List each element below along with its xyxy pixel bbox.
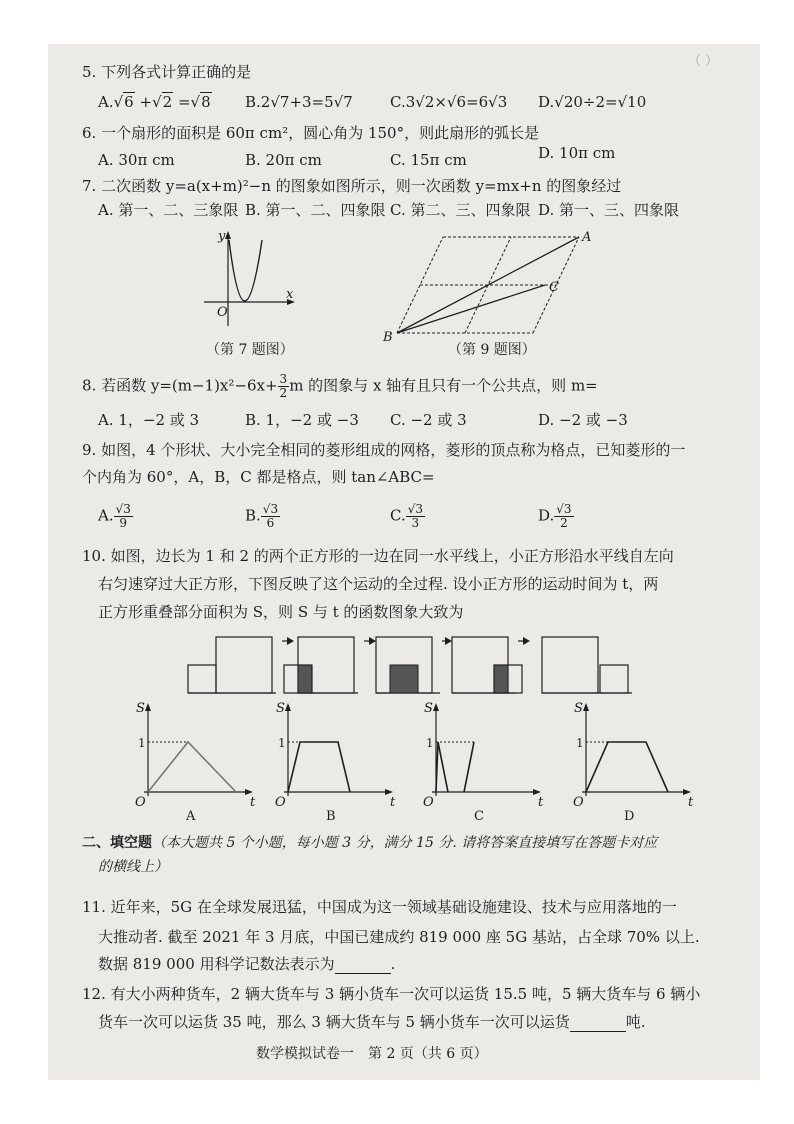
section2-header [82,833,657,853]
q11-line1: 11. 近年来，5G 在全球发展迅猛，中国成为这一领域基础设施建设、技术与应用落地的一 [82,898,677,916]
q8-option-b: B. 1，−2 或 −3 [245,411,359,429]
q6-option-a: A. 30π cm [98,151,175,169]
q9-stem-line2: 个内角为 60°，A，B，C 都是格点，则 tan∠ABC= [82,468,435,486]
q5-option-a: A.√6 +√2 =√8 [98,93,211,111]
q10-graph-s-label: S [136,701,145,716]
q10-graph-origin: O [423,795,434,810]
q10-stem-line1: 10. 如图，边长为 1 和 2 的两个正方形的一边在同一水平线上，小正方形沿水平线自左向 [82,547,674,565]
q10-graph-origin: O [135,795,146,810]
q5-option-b: B.2√7+3=5√7 [245,93,353,111]
q10-graph-c [423,701,544,824]
q7-axis-y-label: y [218,229,226,244]
q10-graph-curve [436,742,474,792]
q10-graph-d [573,701,694,824]
q7-option-a: A. 第一、二、三象限 [98,201,239,219]
section2-title: 二、填空题 [82,835,152,851]
q10-graph-s-label: S [424,701,433,716]
q10-graph-curve [288,742,350,792]
exam-page [48,44,760,1080]
q10-graph-t-label: t [538,795,544,810]
q9-option-d: D. $\frac{√3}{2}$ [538,502,572,530]
q10-motion-diagram [186,629,636,699]
q6-option-c: C. 15π cm [390,151,467,169]
q10-graph-origin: O [275,795,286,810]
q12-line2: 货车一次可以运货 35 吨，那么 3 辆大货车与 5 辆小货车一次可以运货 吨. [98,1013,646,1031]
q7-parabola-figure [198,226,308,346]
q8-option-d: D. −2 或 −3 [538,411,628,429]
q10-graph-t-label: t [390,795,396,810]
section2-note-line2: 的横线上） [98,859,168,875]
q10-graph-s-arrow [145,703,151,711]
q5-stem: 5. 下列各式计算正确的是 [82,63,252,81]
q11-answer-blank[interactable] [335,959,391,974]
q9-point-a: A [582,230,592,245]
q10-graph-origin: O [573,795,584,810]
q10-graph-one-label: 1 [278,736,286,750]
q7-stem: 7. 二次函数 y=a(x+m)²−n 的图象如图所示，则一次函数 y=mx+n 的图象经过 [82,177,622,195]
q7-origin-label: O [217,305,228,320]
page-footer: 数学模拟试卷一 第 2 页（共 6 页） [256,1046,488,1062]
bleed-through-text: （ ） [688,54,719,69]
q7-option-d: D. 第一、三、四象限 [538,201,680,219]
q10-graph-s-arrow [285,703,291,711]
q10-graph-option-label: B [326,809,336,824]
q10-graph-s-label: S [276,701,285,716]
q6-option-d: D. 10π cm [538,144,616,162]
q7-option-c: C. 第二、三、四象限 [390,201,531,219]
q10-graph-option-label: C [474,809,484,824]
q7-option-b: B. 第一、二、四象限 [245,201,386,219]
q6-option-b: B. 20π cm [245,151,322,169]
q10-graph-one-label: 1 [138,736,146,750]
q11-line3: 数据 819 000 用科学记数法表示为 . [98,955,396,973]
q9-option-b: B. $\frac{√3}{6}$ [245,502,279,530]
q10-graph-option-label: D [624,809,635,824]
q10-stem-line3: 正方形重叠部分面积为 S，则 S 与 t 的函数图象大致为 [98,603,464,621]
q9-option-c: C. $\frac{√3}{3}$ [390,502,423,530]
q10-option-graphs [135,701,698,824]
q8-option-a: A. 1，−2 或 3 [98,411,200,429]
q10-graph-b [275,701,396,824]
q10-graph-one-label: 1 [576,736,584,750]
q10-graph-s-arrow [433,703,439,711]
q10-graph-one-label: 1 [426,736,434,750]
q10-graph-t-label: t [250,795,256,810]
q6-stem: 6. 一个扇形的面积是 60π cm²，圆心角为 150°，则此扇形的弧长是 [82,124,540,142]
q9-point-c: C [549,280,559,295]
q9-stem-line1: 9. 如图，4 个形状、大小完全相同的菱形组成的网格，菱形的顶点称为格点，已知菱形的一 [82,441,686,459]
q10-graph-s-arrow [583,703,589,711]
q9-option-a: A. $\frac{√3}{9}$ [98,502,131,530]
q12-answer-blank[interactable] [570,1017,626,1032]
q8-option-c: C. −2 或 3 [390,411,467,429]
q11-line2: 大推动者. 截至 2021 年 3 月底，中国已建成约 819 000 座 5G 基站，占全球 70% 以上. [98,928,700,946]
q9-rhombus-grid-figure [383,229,598,345]
q9-point-b: B [383,330,393,345]
q5-option-c: C.3√2×√6=6√3 [390,93,508,111]
q9-figure-caption: （第 9 题图） [448,342,536,358]
q10-graph-t-label: t [688,795,694,810]
q10-stem-line2: 右匀速穿过大正方形，下图反映了这个运动的全过程. 设小正方形的运动时间为 t，两 [98,575,659,593]
q10-graph-a [135,701,256,824]
q10-graph-curve [586,742,668,792]
q5-option-d: D.√20÷2=√10 [538,93,647,111]
q12-line1: 12. 有大小两种货车，2 辆大货车与 3 辆小货车一次可以运货 15.5 吨，5 辆大货车与 6 辆小 [82,985,701,1003]
q10-graph-option-label: A [186,809,196,824]
q7-figure-caption: （第 7 题图） [206,342,294,358]
q10-graph-s-label: S [574,701,583,716]
q10-graph-curve [148,742,236,792]
section2-note: （本大题共 5 个小题，每小题 3 分，满分 15 分. 请将答案直接填写在答题卡对应 [152,835,658,851]
q7-axis-x-label: x [286,287,294,302]
q8-stem: 8. 若函数 y=(m−1)x²−6x+ $\frac{3}{2}$ m 的图象与 x 轴有且只有一个公共点，则 m= [82,372,598,400]
